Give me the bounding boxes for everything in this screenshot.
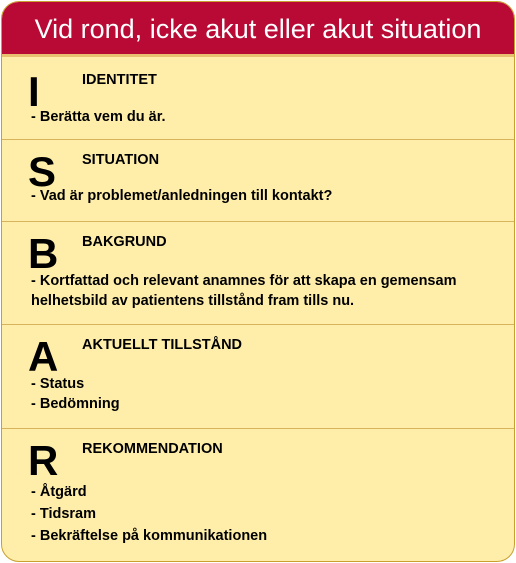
section-line: - Vad är problemet/anledningen till kontakt? [31,188,333,204]
section-letter: A [28,333,59,380]
section-title: SITUATION [82,152,160,168]
section-line: - Berätta vem du är. [31,109,166,125]
section-text [31,271,456,311]
section-line: - Tidsram [31,506,97,522]
section-bakgrund [2,221,514,324]
section-text [31,186,332,206]
isbar-card [1,1,515,562]
section-line: - Bekräftelse på kommunikationen [31,528,268,544]
section-letter: R [28,437,59,484]
section-text [31,107,166,127]
section-line: helhetsbild av patientens tillstånd fram tills nu. [31,293,355,309]
section-title: IDENTITET [82,72,157,88]
section-letter: B [28,230,59,277]
section-text [31,374,120,414]
section-letter: S [28,148,57,195]
section-line: - Kortfattad och relevant anamnes för att skapa en gemensam [31,273,457,289]
section-title: REKOMMENDATION [82,441,223,457]
section-identitet [2,60,514,139]
section-letter: I [28,68,40,115]
section-aktuellt-tillstand [2,324,514,428]
section-line: - Åtgärd [31,484,87,500]
section-situation [2,139,514,221]
section-rekommendation [2,428,514,562]
section-text [31,481,267,547]
section-line: - Status [31,376,85,392]
section-title: BAKGRUND [82,234,167,250]
card-header: Vid rond, icke akut eller akut situation [2,2,514,57]
section-title: AKTUELLT TILLSTÅND [82,337,243,353]
section-line: - Bedömning [31,396,120,412]
